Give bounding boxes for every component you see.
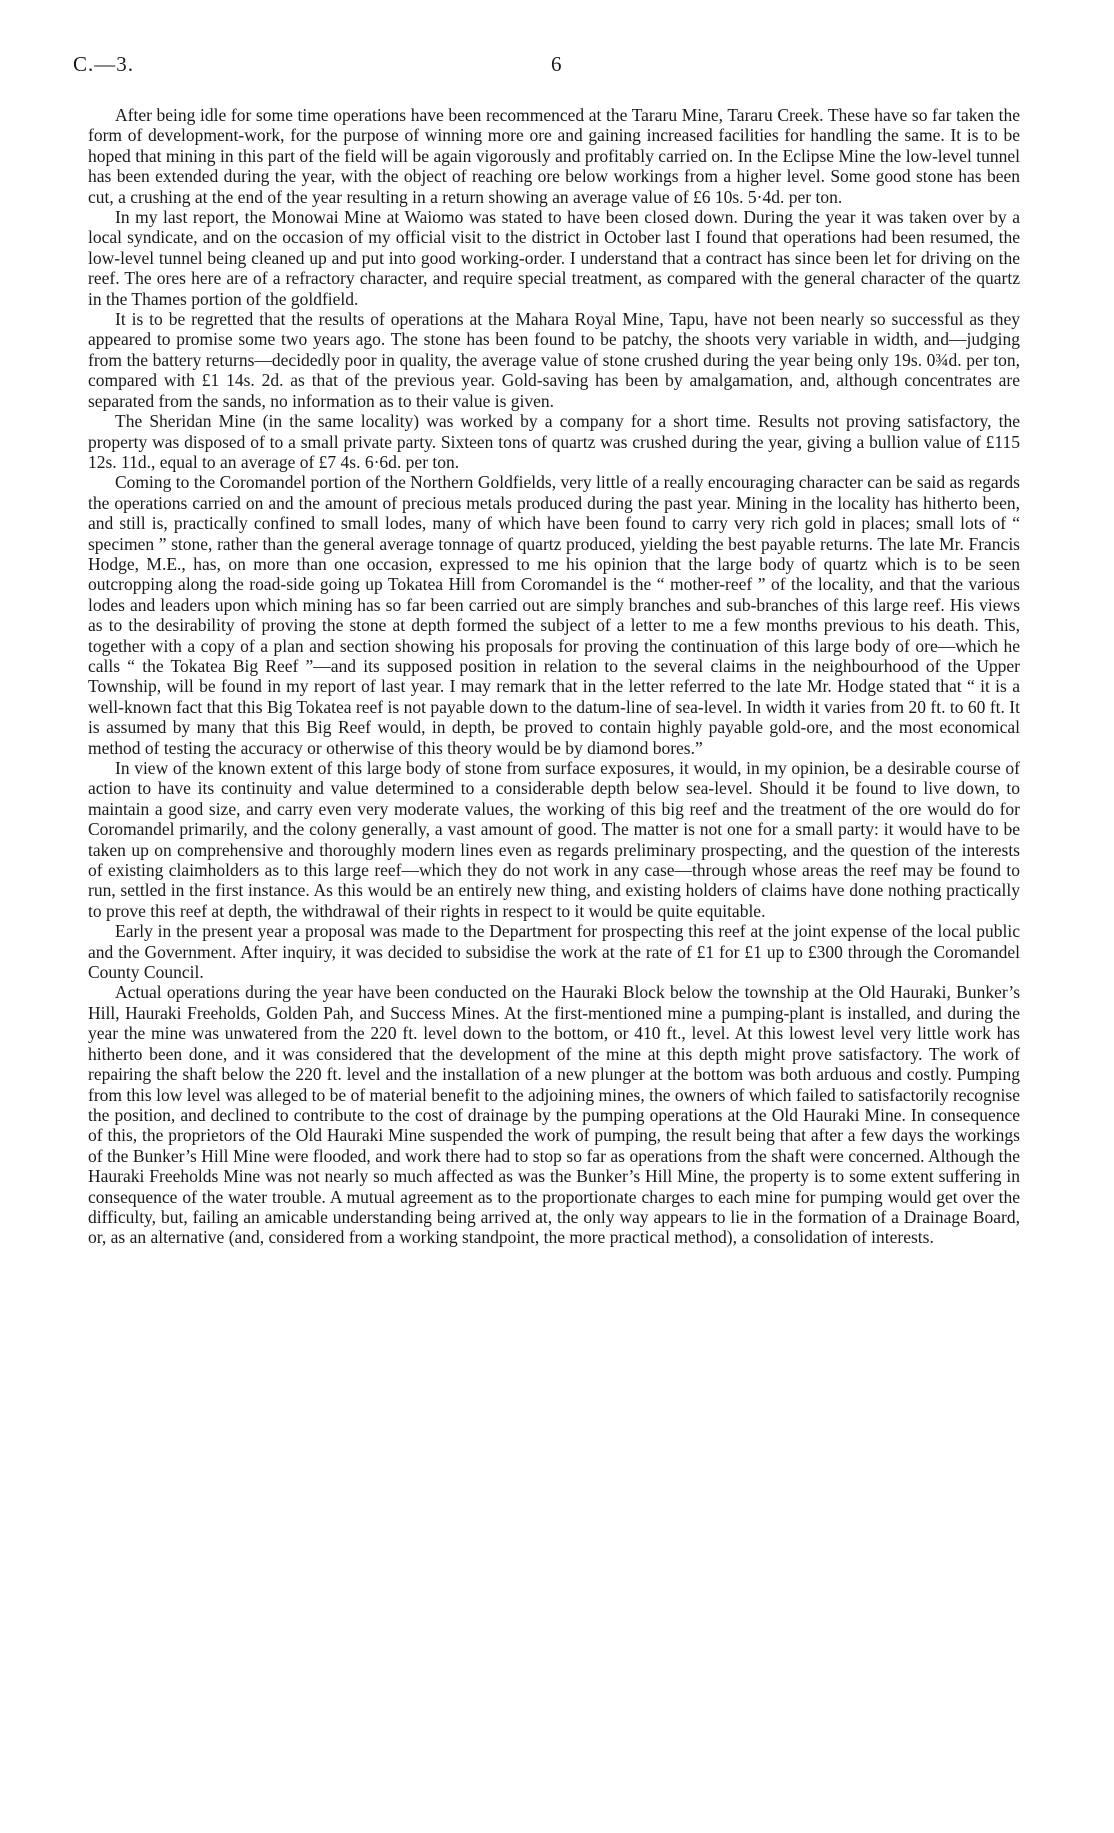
document-reference: C.—3.	[73, 52, 135, 76]
paragraph-hauraki-block: Actual operations during the year have been conducted on the Hauraki Block below the township at the Old Hauraki, Bunker’s Hill, Hauraki Freeholds, Golden Pah, and Success Mines. At the first-mentioned mine a pumping-plant is installed, and during the year the mine was unwatered from the 220 ft. level down to the bottom, or 410 ft., level. At this lowest level very little work has hitherto been done, and it was considered that the development of the mine at this depth might prove satisfactory. The work of repairing the shaft below the 220 ft. level and the installation of a new plunger at the bottom was both arduous and costly. Pumping from this low level was alleged to be of material benefit to the adjoining mines, the owners of which failed to satisfactorily recognise the position, and declined to contribute to the cost of drainage by the pumping operations at the Old Hauraki Mine. In consequence of this, the proprietors of the Old Hauraki Mine suspended the work of pumping, the result being that after a few days the workings of the Bunker’s Hill Mine were flooded, and work there had to stop so far as operations from the shaft were concerned. Although the Hauraki Freeholds Mine was not nearly so much affected as was the Bunker’s Hill Mine, the property is to some extent suffering in consequence of the water trouble. A mutual agreement as to the proportionate charges to each mine for pumping would get over the difficulty, but, failing an amicable understanding being arrived at, the only way appears to lie in the formation of a Drainage Board, or, as an alternative (and, considered from a working standpoint, the more practical method), a consolidation of interests.	[88, 982, 1020, 1248]
report-body	[88, 105, 1020, 1248]
paragraph-sheridan-mine: The Sheridan Mine (in the same locality) was worked by a company for a short time. Results not proving satisfactory, the property was disposed of to a small private party. Sixteen tons of quartz was crushed during the year, giving a bullion value of £115 12s. 11d., equal to an average of £7 4s. 6·6d. per ton.	[88, 411, 1020, 472]
paragraph-tararu-mine: After being idle for some time operations have been recommenced at the Tararu Mine, Tararu Creek. These have so far taken the form of development-work, for the purpose of winning more ore and gaining increased facilities for handling the same. It is to be hoped that mining in this part of the field will be again vigorously and profitably carried on. In the Eclipse Mine the low-level tunnel has been extended during the year, with the object of reaching ore below workings from a higher level. Some good stone has been cut, a crushing at the end of the year resulting in a return showing an average value of £6 10s. 5·4d. per ton.	[88, 105, 1020, 207]
page-number: 6	[551, 52, 562, 76]
paragraph-monowai-mine: In my last report, the Monowai Mine at Waiomo was stated to have been closed down. During the year it was taken over by a local syndicate, and on the occasion of my official visit to the district in October last I found that operations had been resumed, the low-level tunnel being cleaned up and put into good working-order. I understand that a contract has since been let for driving on the reef. The ores here are of a refractory character, and require special treatment, as compared with the general character of the quartz in the Thames portion of the goldfield.	[88, 207, 1020, 309]
paragraph-prospecting-proposal: Early in the present year a proposal was made to the Department for prospecting this reef at the joint expense of the local public and the Government. After inquiry, it was decided to subsidise the work at the rate of £1 for £1 up to £300 through the Coromandel County Council.	[88, 921, 1020, 983]
page-header	[73, 52, 1041, 80]
paragraph-big-reef-opinion: In view of the known extent of this large body of stone from surface exposures, it would, in my opinion, be a desirable course of action to have its continuity and value determined to a considerable depth below sea-level. Should it be found to live down, to maintain a good size, and carry even very moderate values, the working of this big reef and the treatment of the ore would do for Coromandel primarily, and the colony generally, a vast amount of good. The matter is not one for a small party: it would have to be taken up on comprehensive and thoroughly modern lines even as regards preliminary prospecting, and the question of the interests of existing claimholders as to this large reef—which they do not work in any case—through whose areas the reef may be found to run, settled in the first instance. As this would be an entirely new thing, and existing holders of claims have done nothing practically to prove this reef at depth, the withdrawal of their rights in respect to it would be quite equitable.	[88, 758, 1020, 921]
paragraph-coromandel: Coming to the Coromandel portion of the Northern Goldfields, very little of a really encouraging character can be said as regards the operations carried on and the amount of precious metals produced during the past year. Mining in the locality has hitherto been, and still is, practically confined to small lodes, many of which have been found to carry very rich gold in places; small lots of “ specimen ” stone, rather than the general average tonnage of quartz produced, yielding the best payable returns. The late Mr. Francis Hodge, M.E., has, on more than one occasion, expressed to me his opinion that the large body of quartz which is to be seen outcropping along the road-side going up Tokatea Hill from Coromandel is the “ mother-reef ” of the locality, and that the various lodes and leaders upon which mining has so far been carried out are simply branches and sub-branches of this large reef. His views as to the desirability of proving the stone at depth formed the subject of a letter to me a few months previous to his death. This, together with a copy of a plan and section showing his proposals for proving the continuation of this large body of ore—which he calls “ the Tokatea Big Reef ”—and its supposed position in relation to the several claims in the neighbourhood of the Upper Township, will be found in my report of last year. I may remark that in the letter referred to the late Mr. Hodge stated that “ it is a well-known fact that this Big Tokatea reef is not payable down to the datum-line of sea-level. In width it varies from 20 ft. to 60 ft. It is assumed by many that this Big Reef would, in depth, be proved to contain highly payable gold-ore, and the most economical method of testing the accuracy or otherwise of this theory would be by diamond bores.”	[88, 472, 1020, 758]
paragraph-mahara-royal-mine: It is to be regretted that the results of operations at the Mahara Royal Mine, Tapu, have not been nearly so successful as they appeared to promise some two years ago. The stone has been found to be patchy, the shoots very variable in width, and—judging from the battery returns—decidedly poor in quality, the average value of stone crushed during the year being only 19s. 0¾d. per ton, compared with £1 14s. 2d. as that of the previous year. Gold-saving has been by amalgamation, and, although concentrates are separated from the sands, no information as to their value is given.	[88, 309, 1020, 411]
